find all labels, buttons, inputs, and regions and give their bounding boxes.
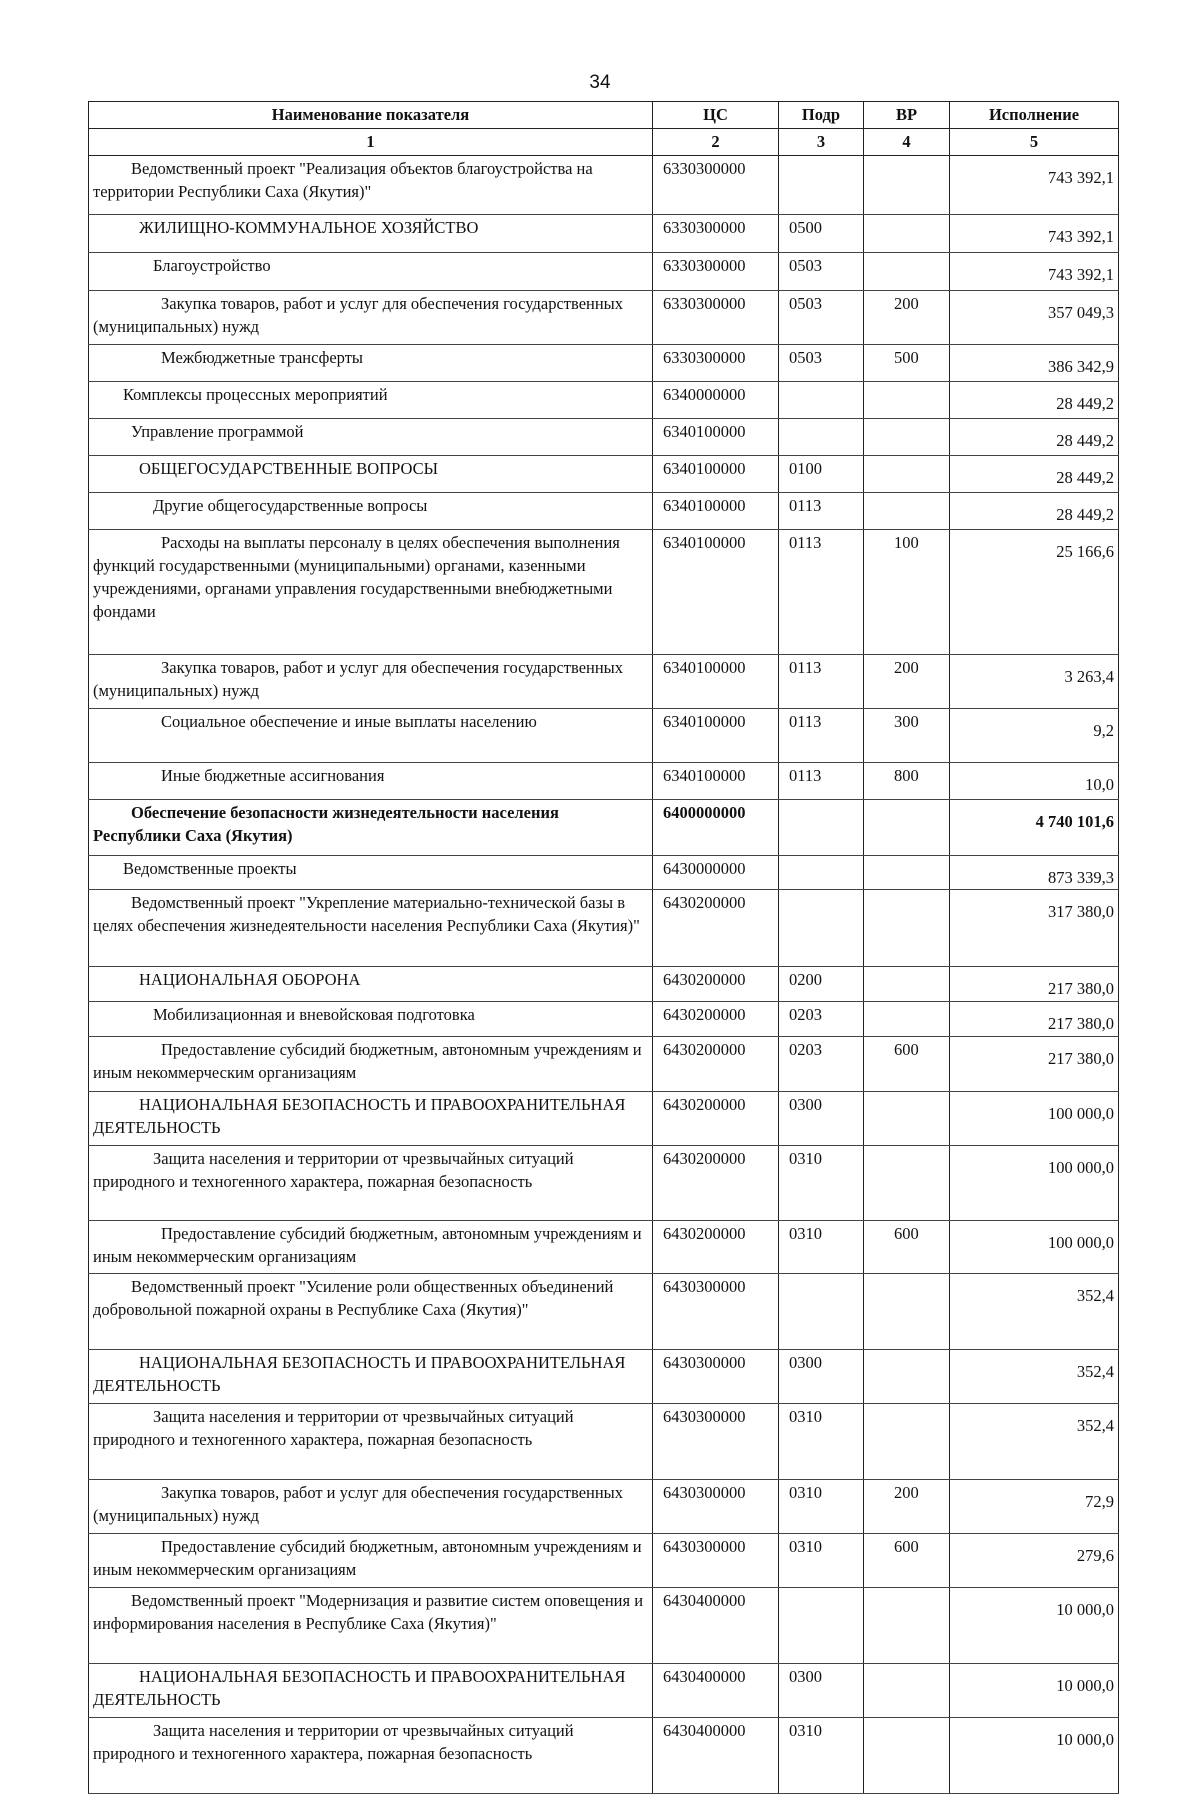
row-podr-cell: 0503	[779, 291, 864, 345]
row-name-cell: Предоставление субсидий бюджетным, автономным учреждениям и иным некоммерческим организациям	[89, 1534, 653, 1588]
table-row	[89, 1146, 1119, 1221]
row-cs-cell: 6430200000	[653, 967, 779, 1002]
row-cs-cell: 6430200000	[653, 1221, 779, 1274]
row-name-cell: Благоустройство	[89, 253, 653, 291]
row-podr-cell: 0203	[779, 1002, 864, 1037]
row-cs-cell: 6430300000	[653, 1404, 779, 1480]
row-amount-cell: 3 263,4	[950, 655, 1119, 709]
header-cs: ЦС	[653, 102, 779, 129]
table-row	[89, 1037, 1119, 1092]
row-amount-cell: 743 392,1	[950, 253, 1119, 291]
row-vr-cell	[864, 253, 950, 291]
row-amount-cell: 217 380,0	[950, 1037, 1119, 1092]
row-amount-cell: 9,2	[950, 709, 1119, 763]
row-name-cell: Предоставление субсидий бюджетным, автономным учреждениям и иным некоммерческим организациям	[89, 1221, 653, 1274]
row-name-cell: Ведомственные проекты	[89, 856, 653, 890]
row-podr-cell: 0310	[779, 1534, 864, 1588]
row-name-cell: НАЦИОНАЛЬНАЯ БЕЗОПАСНОСТЬ И ПРАВООХРАНИТЕЛЬНАЯ ДЕЯТЕЛЬНОСТЬ	[89, 1350, 653, 1404]
row-amount-cell: 386 342,9	[950, 345, 1119, 382]
row-vr-cell: 200	[864, 655, 950, 709]
header-podr: Подр	[779, 102, 864, 129]
row-podr-cell: 0503	[779, 345, 864, 382]
row-vr-cell: 500	[864, 345, 950, 382]
row-cs-cell: 6330300000	[653, 253, 779, 291]
row-name-cell: НАЦИОНАЛЬНАЯ БЕЗОПАСНОСТЬ И ПРАВООХРАНИТЕЛЬНАЯ ДЕЯТЕЛЬНОСТЬ	[89, 1092, 653, 1146]
row-amount-cell: 100 000,0	[950, 1221, 1119, 1274]
table-row	[89, 156, 1119, 215]
row-vr-cell	[864, 493, 950, 530]
row-podr-cell	[779, 890, 864, 967]
row-podr-cell: 0100	[779, 456, 864, 493]
row-podr-cell: 0310	[779, 1404, 864, 1480]
column-number: 5	[950, 129, 1119, 156]
row-cs-cell: 6430200000	[653, 1002, 779, 1037]
row-amount-cell: 28 449,2	[950, 456, 1119, 493]
row-amount-cell: 25 166,6	[950, 530, 1119, 655]
header-name: Наименование показателя	[89, 102, 653, 129]
row-podr-cell: 0310	[779, 1146, 864, 1221]
table-row	[89, 1221, 1119, 1274]
row-amount-cell: 873 339,3	[950, 856, 1119, 890]
table-row	[89, 493, 1119, 530]
row-vr-cell	[864, 1350, 950, 1404]
budget-table	[88, 101, 1119, 1794]
row-vr-cell	[864, 1718, 950, 1794]
row-name-cell: Управление программой	[89, 419, 653, 456]
row-amount-cell: 743 392,1	[950, 215, 1119, 253]
table-row	[89, 382, 1119, 419]
table-row	[89, 800, 1119, 856]
row-vr-cell	[864, 967, 950, 1002]
row-podr-cell	[779, 856, 864, 890]
row-podr-cell: 0203	[779, 1037, 864, 1092]
row-name-cell: Защита населения и территории от чрезвычайных ситуаций природного и техногенного характера, пожарная безопасность	[89, 1404, 653, 1480]
row-cs-cell: 6430300000	[653, 1480, 779, 1534]
row-name-cell: Мобилизационная и вневойсковая подготовка	[89, 1002, 653, 1037]
row-vr-cell	[864, 800, 950, 856]
row-amount-cell: 217 380,0	[950, 967, 1119, 1002]
row-podr-cell	[779, 156, 864, 215]
row-name-cell: Социальное обеспечение и иные выплаты населению	[89, 709, 653, 763]
row-name-cell: Межбюджетные трансферты	[89, 345, 653, 382]
row-amount-cell: 352,4	[950, 1350, 1119, 1404]
row-name-cell: ОБЩЕГОСУДАРСТВЕННЫЕ ВОПРОСЫ	[89, 456, 653, 493]
row-amount-cell: 28 449,2	[950, 493, 1119, 530]
row-vr-cell: 600	[864, 1534, 950, 1588]
table-row	[89, 1002, 1119, 1037]
table-row	[89, 1534, 1119, 1588]
row-vr-cell	[864, 1002, 950, 1037]
row-podr-cell: 0500	[779, 215, 864, 253]
row-vr-cell	[864, 156, 950, 215]
row-name-cell: Комплексы процессных мероприятий	[89, 382, 653, 419]
row-name-cell: Предоставление субсидий бюджетным, автономным учреждениям и иным некоммерческим организациям	[89, 1037, 653, 1092]
row-vr-cell	[864, 1274, 950, 1350]
row-cs-cell: 6430300000	[653, 1350, 779, 1404]
table-row	[89, 1350, 1119, 1404]
row-vr-cell	[864, 1404, 950, 1480]
table-row	[89, 1664, 1119, 1718]
row-cs-cell: 6430400000	[653, 1588, 779, 1664]
row-cs-cell: 6430400000	[653, 1718, 779, 1794]
row-podr-cell: 0200	[779, 967, 864, 1002]
table-row	[89, 215, 1119, 253]
row-podr-cell: 0310	[779, 1221, 864, 1274]
row-vr-cell: 200	[864, 291, 950, 345]
table-row	[89, 1274, 1119, 1350]
column-number-row	[89, 129, 1119, 156]
row-name-cell: НАЦИОНАЛЬНАЯ БЕЗОПАСНОСТЬ И ПРАВООХРАНИТЕЛЬНАЯ ДЕЯТЕЛЬНОСТЬ	[89, 1664, 653, 1718]
row-name-cell: Защита населения и территории от чрезвычайных ситуаций природного и техногенного характера, пожарная безопасность	[89, 1146, 653, 1221]
row-cs-cell: 6430200000	[653, 1092, 779, 1146]
row-vr-cell: 800	[864, 763, 950, 800]
row-vr-cell	[864, 215, 950, 253]
row-podr-cell: 0113	[779, 530, 864, 655]
row-cs-cell: 6330300000	[653, 215, 779, 253]
row-name-cell: ЖИЛИЩНО-КОММУНАЛЬНОЕ ХОЗЯЙСТВО	[89, 215, 653, 253]
table-row	[89, 1588, 1119, 1664]
row-cs-cell: 6340100000	[653, 419, 779, 456]
row-cs-cell: 6340100000	[653, 709, 779, 763]
row-amount-cell: 10 000,0	[950, 1718, 1119, 1794]
row-amount-cell: 743 392,1	[950, 156, 1119, 215]
row-name-cell: Расходы на выплаты персоналу в целях обеспечения выполнения функций государственными (муниципальными) органами, казенными учреждениями, органами управления государственными внебюджетными фондами	[89, 530, 653, 655]
row-podr-cell	[779, 1274, 864, 1350]
row-amount-cell: 217 380,0	[950, 1002, 1119, 1037]
row-podr-cell: 0310	[779, 1480, 864, 1534]
table-row	[89, 967, 1119, 1002]
table-row	[89, 1480, 1119, 1534]
page-number: 34	[589, 72, 611, 93]
table-row	[89, 1404, 1119, 1480]
table-row	[89, 890, 1119, 967]
row-cs-cell: 6330300000	[653, 291, 779, 345]
row-name-cell: Ведомственный проект "Реализация объектов благоустройства на территории Республики Саха (Якутия)"	[89, 156, 653, 215]
row-name-cell: Защита населения и территории от чрезвычайных ситуаций природного и техногенного характера, пожарная безопасность	[89, 1718, 653, 1794]
row-name-cell: Ведомственный проект "Усиление роли общественных объединений добровольной пожарной охраны в Республике Саха (Якутия)"	[89, 1274, 653, 1350]
row-amount-cell: 352,4	[950, 1404, 1119, 1480]
row-name-cell: Иные бюджетные ассигнования	[89, 763, 653, 800]
column-number: 3	[779, 129, 864, 156]
row-cs-cell: 6430200000	[653, 1037, 779, 1092]
row-amount-cell: 28 449,2	[950, 419, 1119, 456]
row-vr-cell	[864, 1664, 950, 1718]
row-cs-cell: 6340000000	[653, 382, 779, 419]
row-amount-cell: 10 000,0	[950, 1588, 1119, 1664]
row-cs-cell: 6330300000	[653, 156, 779, 215]
row-podr-cell: 0503	[779, 253, 864, 291]
row-cs-cell: 6430200000	[653, 1146, 779, 1221]
header-vr: ВР	[864, 102, 950, 129]
row-cs-cell: 6340100000	[653, 655, 779, 709]
row-cs-cell: 6430300000	[653, 1274, 779, 1350]
row-amount-cell: 28 449,2	[950, 382, 1119, 419]
row-vr-cell	[864, 1092, 950, 1146]
row-podr-cell: 0310	[779, 1718, 864, 1794]
row-cs-cell: 6430400000	[653, 1664, 779, 1718]
table-row	[89, 1092, 1119, 1146]
row-vr-cell: 300	[864, 709, 950, 763]
row-cs-cell: 6430300000	[653, 1534, 779, 1588]
row-name-cell: Закупка товаров, работ и услуг для обеспечения государственных (муниципальных) нужд	[89, 291, 653, 345]
row-amount-cell: 4 740 101,6	[950, 800, 1119, 856]
row-vr-cell	[864, 382, 950, 419]
table-row	[89, 253, 1119, 291]
row-amount-cell: 10 000,0	[950, 1664, 1119, 1718]
row-name-cell: Закупка товаров, работ и услуг для обеспечения государственных (муниципальных) нужд	[89, 1480, 653, 1534]
row-cs-cell: 6430200000	[653, 890, 779, 967]
column-number: 1	[89, 129, 653, 156]
table-row	[89, 291, 1119, 345]
row-podr-cell: 0300	[779, 1350, 864, 1404]
row-amount-cell: 100 000,0	[950, 1146, 1119, 1221]
row-name-cell: Обеспечение безопасности жизнедеятельности населения Республики Саха (Якутия)	[89, 800, 653, 856]
row-vr-cell	[864, 456, 950, 493]
row-vr-cell: 600	[864, 1037, 950, 1092]
table-row	[89, 345, 1119, 382]
row-amount-cell: 100 000,0	[950, 1092, 1119, 1146]
row-amount-cell: 317 380,0	[950, 890, 1119, 967]
row-name-cell: Закупка товаров, работ и услуг для обеспечения государственных (муниципальных) нужд	[89, 655, 653, 709]
header-amount: Исполнение	[950, 102, 1119, 129]
row-name-cell: Другие общегосударственные вопросы	[89, 493, 653, 530]
row-podr-cell	[779, 1588, 864, 1664]
row-amount-cell: 279,6	[950, 1534, 1119, 1588]
row-vr-cell: 600	[864, 1221, 950, 1274]
row-podr-cell	[779, 800, 864, 856]
row-vr-cell	[864, 1588, 950, 1664]
row-cs-cell: 6340100000	[653, 530, 779, 655]
row-vr-cell: 200	[864, 1480, 950, 1534]
column-number: 4	[864, 129, 950, 156]
row-vr-cell: 100	[864, 530, 950, 655]
table-row	[89, 856, 1119, 890]
row-cs-cell: 6430000000	[653, 856, 779, 890]
row-name-cell: Ведомственный проект "Укрепление материально-технической базы в целях обеспечения жизнедеятельности населения Республики Саха (Якутия)"	[89, 890, 653, 967]
row-podr-cell: 0300	[779, 1092, 864, 1146]
column-number: 2	[653, 129, 779, 156]
row-vr-cell	[864, 1146, 950, 1221]
row-cs-cell: 6340100000	[653, 456, 779, 493]
row-podr-cell: 0300	[779, 1664, 864, 1718]
row-podr-cell: 0113	[779, 493, 864, 530]
table-row	[89, 709, 1119, 763]
row-podr-cell: 0113	[779, 763, 864, 800]
table-body	[89, 156, 1119, 1794]
row-vr-cell	[864, 419, 950, 456]
table-row	[89, 530, 1119, 655]
row-podr-cell: 0113	[779, 655, 864, 709]
row-cs-cell: 6340100000	[653, 763, 779, 800]
row-podr-cell	[779, 382, 864, 419]
table-row	[89, 456, 1119, 493]
row-cs-cell: 6400000000	[653, 800, 779, 856]
row-amount-cell: 352,4	[950, 1274, 1119, 1350]
row-podr-cell	[779, 419, 864, 456]
table-row	[89, 763, 1119, 800]
row-vr-cell	[864, 890, 950, 967]
table-row	[89, 419, 1119, 456]
row-cs-cell: 6330300000	[653, 345, 779, 382]
row-cs-cell: 6340100000	[653, 493, 779, 530]
row-name-cell: Ведомственный проект "Модернизация и развитие систем оповещения и информирования населения в Республике Саха (Якутия)"	[89, 1588, 653, 1664]
row-podr-cell: 0113	[779, 709, 864, 763]
table-row	[89, 655, 1119, 709]
header-row	[89, 102, 1119, 129]
row-name-cell: НАЦИОНАЛЬНАЯ ОБОРОНА	[89, 967, 653, 1002]
table-row	[89, 1718, 1119, 1794]
row-vr-cell	[864, 856, 950, 890]
row-amount-cell: 10,0	[950, 763, 1119, 800]
row-amount-cell: 72,9	[950, 1480, 1119, 1534]
row-amount-cell: 357 049,3	[950, 291, 1119, 345]
